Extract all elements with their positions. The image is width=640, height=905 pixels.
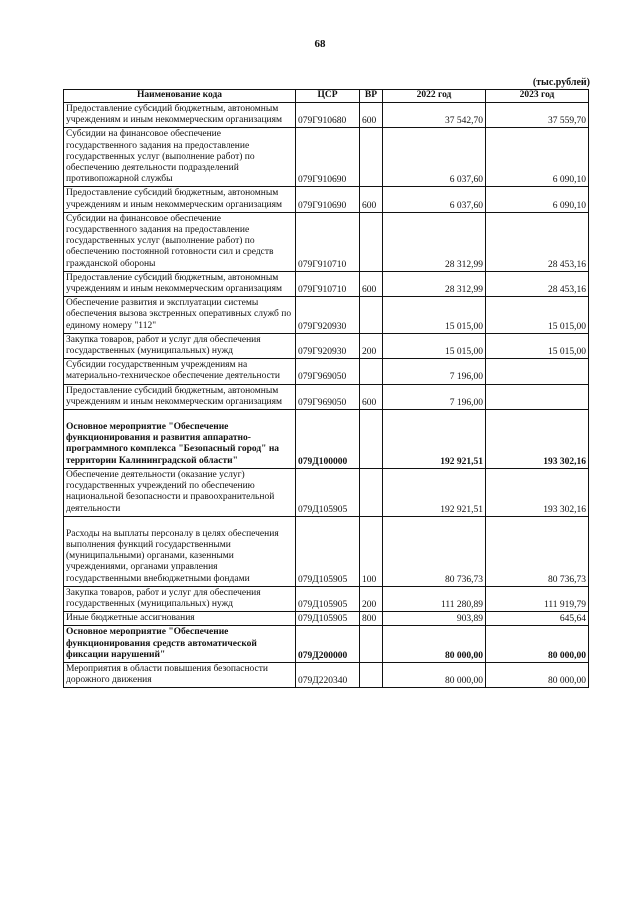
row-2023-cell: 645,64	[486, 612, 589, 626]
table-row	[64, 271, 589, 296]
page-number: 68	[314, 38, 326, 50]
row-name-cell: Закупка товаров, работ и услуг для обеспечения государственных (муниципальных) нужд	[64, 586, 296, 611]
row-2022-cell: 80 736,73	[383, 516, 486, 586]
table-row	[64, 662, 589, 687]
row-2023-cell: 28 453,16	[486, 271, 589, 296]
row-2023-cell	[486, 384, 589, 409]
row-2022-cell: 7 196,00	[383, 359, 486, 384]
table-body	[64, 103, 589, 688]
row-name-cell: Мероприятия в области повышения безопасности дорожного движения	[64, 662, 296, 687]
table-row	[64, 626, 589, 663]
row-name-cell: Основное мероприятие "Обеспечение функционирования и развития аппаратно-программного комплекса "Безопасный город" на территории Калининградской области"	[64, 410, 296, 469]
row-2022-cell: 6 037,60	[383, 187, 486, 212]
table-row	[64, 468, 589, 516]
row-2023-cell: 80 000,00	[486, 662, 589, 687]
row-2023-cell: 15 015,00	[486, 333, 589, 358]
table-row	[64, 410, 589, 469]
table-row	[64, 333, 589, 358]
units-label: (тыс.рублей)	[532, 77, 590, 88]
row-2022-cell: 28 312,99	[383, 212, 486, 271]
row-2022-cell: 28 312,99	[383, 271, 486, 296]
row-vr-cell: 800	[360, 612, 383, 626]
row-name-cell: Предоставление субсидий бюджетным, автономным учреждениям и иным некоммерческим организациям	[64, 187, 296, 212]
header-2023: 2023 год	[486, 90, 589, 103]
row-vr-cell	[360, 128, 383, 187]
row-vr-cell: 200	[360, 586, 383, 611]
table-row	[64, 612, 589, 626]
row-name-cell: Основное мероприятие "Обеспечение функционирования средств автоматической фиксации нарушений"	[64, 626, 296, 663]
row-2023-cell: 111 919,79	[486, 586, 589, 611]
header-vr: ВР	[360, 90, 383, 103]
row-csr-cell: 079Г910680	[296, 103, 360, 128]
header-2022: 2022 год	[383, 90, 486, 103]
table-row	[64, 128, 589, 187]
row-2023-cell: 37 559,70	[486, 103, 589, 128]
row-2022-cell: 192 921,51	[383, 410, 486, 469]
row-name-cell: Закупка товаров, работ и услуг для обеспечения государственных (муниципальных) нужд	[64, 333, 296, 358]
row-2022-cell: 80 000,00	[383, 626, 486, 663]
row-2022-cell: 6 037,60	[383, 128, 486, 187]
row-vr-cell	[360, 297, 383, 334]
row-2022-cell: 192 921,51	[383, 468, 486, 516]
row-name-cell: Иные бюджетные ассигнования	[64, 612, 296, 626]
row-vr-cell: 600	[360, 271, 383, 296]
row-2023-cell: 6 090,10	[486, 187, 589, 212]
row-vr-cell: 600	[360, 384, 383, 409]
row-vr-cell	[360, 212, 383, 271]
row-name-cell: Субсидии на финансовое обеспечение государственного задания на предоставление государственных услуг (выполнение работ) по обеспечению деятельности подразделений противопожарной службы	[64, 128, 296, 187]
table-row	[64, 384, 589, 409]
row-vr-cell: 600	[360, 187, 383, 212]
table-row	[64, 212, 589, 271]
row-2022-cell: 7 196,00	[383, 384, 486, 409]
row-vr-cell	[360, 359, 383, 384]
header-csr: ЦСР	[296, 90, 360, 103]
row-2023-cell: 80 736,73	[486, 516, 589, 586]
row-csr-cell: 079Д105905	[296, 516, 360, 586]
row-csr-cell: 079Д100000	[296, 410, 360, 469]
row-csr-cell: 079Д200000	[296, 626, 360, 663]
row-name-cell: Предоставление субсидий бюджетным, автономным учреждениям и иным некоммерческим организациям	[64, 271, 296, 296]
row-csr-cell: 079Г910690	[296, 187, 360, 212]
row-2023-cell: 80 000,00	[486, 626, 589, 663]
row-name-cell: Субсидии на финансовое обеспечение государственного задания на предоставление государственных услуг (выполнение работ) по обеспечению постоянной готовности сил и средств гражданской обороны	[64, 212, 296, 271]
row-csr-cell: 079Д105905	[296, 468, 360, 516]
row-2023-cell: 193 302,16	[486, 410, 589, 469]
row-csr-cell: 079Д105905	[296, 612, 360, 626]
row-name-cell: Обеспечение развития и эксплуатации системы обеспечения вызова экстренных оперативных служб по единому номеру "112"	[64, 297, 296, 334]
table-header-row	[64, 90, 589, 103]
row-2023-cell: 193 302,16	[486, 468, 589, 516]
table-row	[64, 586, 589, 611]
row-csr-cell: 079Г920930	[296, 297, 360, 334]
row-csr-cell: 079Г910690	[296, 128, 360, 187]
row-2022-cell: 15 015,00	[383, 333, 486, 358]
table-row	[64, 516, 589, 586]
table-row	[64, 297, 589, 334]
row-csr-cell: 079Г920930	[296, 333, 360, 358]
row-csr-cell: 079Г910710	[296, 271, 360, 296]
row-name-cell: Расходы на выплаты персоналу в целях обеспечения выполнения функций государственными (муниципальными) органами, казенными учреждениями, органами управления государственными внебюджетными фондами	[64, 516, 296, 586]
budget-table	[63, 89, 589, 688]
row-2023-cell: 6 090,10	[486, 128, 589, 187]
row-vr-cell	[360, 410, 383, 469]
row-vr-cell: 100	[360, 516, 383, 586]
row-name-cell: Субсидии государственным учреждениям на материально-техническое обеспечение деятельности	[64, 359, 296, 384]
row-csr-cell: 079Г969050	[296, 359, 360, 384]
row-vr-cell	[360, 468, 383, 516]
row-name-cell: Предоставление субсидий бюджетным, автономным учреждениям и иным некоммерческим организациям	[64, 103, 296, 128]
row-csr-cell: 079Д220340	[296, 662, 360, 687]
row-2023-cell: 15 015,00	[486, 297, 589, 334]
row-csr-cell: 079Г910710	[296, 212, 360, 271]
row-2023-cell: 28 453,16	[486, 212, 589, 271]
row-name-cell: Предоставление субсидий бюджетным, автономным учреждениям и иным некоммерческим организациям	[64, 384, 296, 409]
row-2022-cell: 111 280,89	[383, 586, 486, 611]
row-2023-cell	[486, 359, 589, 384]
table-row	[64, 187, 589, 212]
row-2022-cell: 80 000,00	[383, 662, 486, 687]
row-vr-cell: 200	[360, 333, 383, 358]
row-vr-cell	[360, 626, 383, 663]
row-2022-cell: 37 542,70	[383, 103, 486, 128]
row-vr-cell	[360, 662, 383, 687]
row-2022-cell: 903,89	[383, 612, 486, 626]
row-name-cell: Обеспечение деятельности (оказание услуг) государственных учреждений по обеспечению национальной безопасности и правоохранительной деятельности	[64, 468, 296, 516]
header-name: Наименование кода	[64, 90, 296, 103]
row-vr-cell: 600	[360, 103, 383, 128]
table-row	[64, 103, 589, 128]
table-row	[64, 359, 589, 384]
row-csr-cell: 079Г969050	[296, 384, 360, 409]
row-csr-cell: 079Д105905	[296, 586, 360, 611]
row-2022-cell: 15 015,00	[383, 297, 486, 334]
